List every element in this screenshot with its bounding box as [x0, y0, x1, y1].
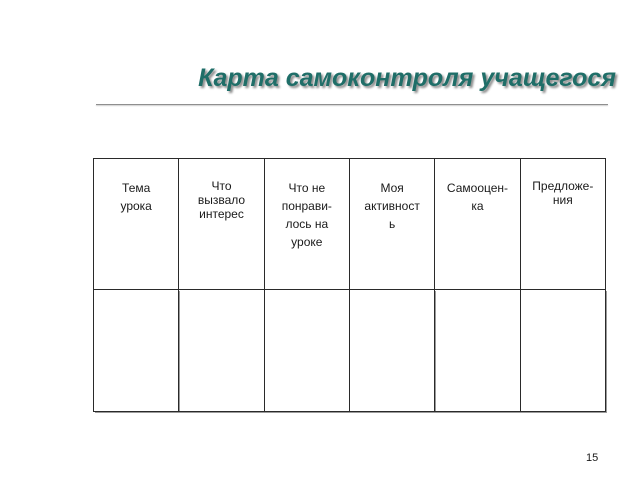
table-cell[interactable] [264, 290, 349, 412]
table-header [94, 159, 606, 290]
header-row [94, 159, 606, 290]
header-interest: Что вызвало интерес [179, 159, 264, 290]
self-control-table [93, 158, 606, 412]
header-suggestions: Предложе- ния [520, 159, 605, 290]
table-cell[interactable] [435, 290, 520, 412]
table-body [94, 290, 606, 412]
table-cell[interactable] [94, 290, 179, 412]
table-cell[interactable] [179, 290, 264, 412]
title-underline [96, 104, 608, 105]
table-cell[interactable] [520, 290, 605, 412]
header-disliked: Что не понрави- лось на уроке [264, 159, 349, 290]
page-number: 15 [586, 452, 599, 464]
header-activity: Моя активност ь [349, 159, 434, 290]
slide-title: Карта самоконтроля учащегося [198, 64, 616, 92]
table-row [94, 290, 606, 412]
header-topic: Тема урока [94, 159, 179, 290]
header-self-assessment: Самооцен- ка [435, 159, 520, 290]
table-cell[interactable] [349, 290, 434, 412]
